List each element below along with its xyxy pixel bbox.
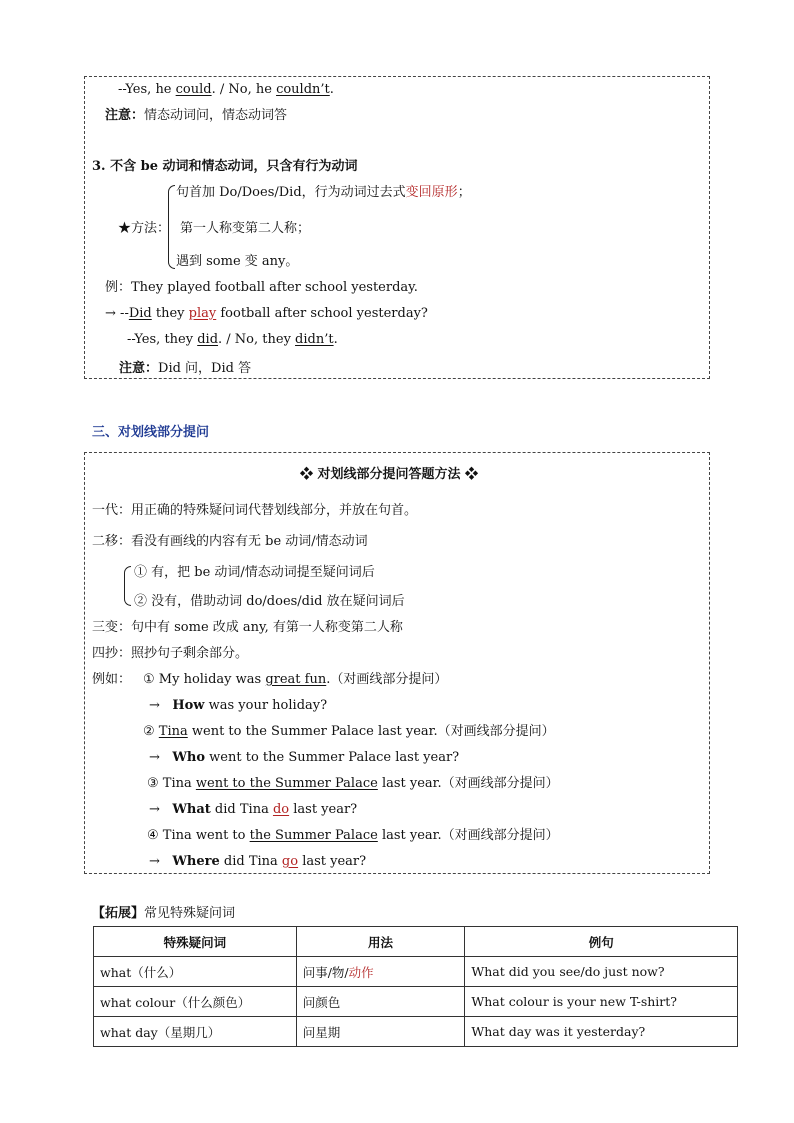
example-4: ④ Tina went to the Summer Palace last year.（对画线部分提问） — [147, 828, 559, 843]
rule-2-option-a: ① 有，把 be 动词/情态动词提至疑问词后 — [134, 565, 375, 580]
example-1: ① My holiday was great fun.（对画线部分提问） — [143, 672, 448, 687]
example-sentence: 例：They played football after school yesterday. — [105, 280, 418, 295]
example-2: ② Tina went to the Summer Palace last year.（对画线部分提问） — [143, 724, 555, 739]
note-modal: 注意：情态动词问，情态动词答 — [105, 108, 288, 123]
extension-label: 【拓展】常见特殊疑问词 — [92, 906, 236, 921]
table-header: 例句 — [465, 927, 738, 957]
arrow-icon: → — [105, 306, 116, 321]
rule-1: 一代：用正确的特殊疑问词代替划线部分，并放在句首。 — [92, 503, 418, 518]
section-3-title: 3. 不含 be 动词和情态动词，只含有行为动词 — [92, 159, 358, 174]
method-step-1: 句首加 Do/Does/Did，行为动词过去式变回原形； — [176, 185, 471, 200]
answer-4: → Where did Tina go last year? — [149, 854, 367, 869]
section-heading: 三、对划线部分提问 — [92, 425, 210, 440]
arrow-icon: → — [149, 698, 160, 713]
answer-1: → How was your holiday? — [149, 698, 328, 713]
answer-2: → Who went to the Summer Palace last year? — [149, 750, 460, 765]
method-brace — [168, 185, 175, 269]
example-question: → --Did they play football after school yesterday? — [105, 306, 428, 321]
table-cell-example: What colour is your new T-shirt? — [465, 987, 738, 1017]
table-header: 用法 — [296, 927, 465, 957]
table-row — [94, 957, 738, 987]
table-row — [94, 1017, 738, 1047]
answer-3: → What did Tina do last year? — [149, 802, 358, 817]
arrow-icon: → — [149, 802, 160, 817]
arrow-icon: → — [149, 750, 160, 765]
example-3: ③ Tina went to the Summer Palace last year.（对画线部分提问） — [147, 776, 559, 791]
example-answer: --Yes, they did. / No, they didn’t. — [127, 332, 338, 347]
table-cell-usage: 问星期 — [296, 1017, 465, 1047]
table-cell-word: what day（星期几） — [94, 1017, 297, 1047]
method-box-title: ❖ 对划线部分提问答题方法 ❖ — [300, 467, 479, 482]
rule-2: 二移：看没有画线的内容有无 be 动词/情态动词 — [92, 534, 368, 549]
rule-3: 三变：句中有 some 改成 any, 有第一人称变第二人称 — [92, 620, 403, 635]
table-cell-usage: 问颜色 — [296, 987, 465, 1017]
method-step-3: 遇到 some 变 any。 — [176, 254, 299, 269]
table-row — [94, 987, 738, 1017]
table-cell-example: What day was it yesterday? — [465, 1017, 738, 1047]
arrow-icon: → — [149, 854, 160, 869]
table-cell-word: what colour（什么颜色） — [94, 987, 297, 1017]
rule-2-option-b: ② 没有，借助动词 do/does/did 放在疑问词后 — [134, 594, 405, 609]
rule-4: 四抄：照抄句子剩余部分。 — [92, 646, 249, 661]
question-word-table — [93, 926, 738, 1047]
table-cell-example: What did you see/do just now? — [465, 957, 738, 987]
answer-line-could: --Yes, he could. / No, he couldn’t. — [118, 82, 334, 97]
table-header-row — [94, 927, 738, 957]
method-label: ★方法： — [118, 221, 171, 236]
note-did: 注意：Did 问，Did 答 — [119, 361, 252, 376]
table-header: 特殊疑问词 — [94, 927, 297, 957]
table-cell-word: what（什么） — [94, 957, 297, 987]
table-cell-usage: 问事/物/动作 — [296, 957, 465, 987]
rule-2-brace — [124, 566, 131, 606]
method-step-2: 第一人称变第二人称； — [180, 221, 311, 236]
example-label: 例如： — [92, 672, 132, 687]
